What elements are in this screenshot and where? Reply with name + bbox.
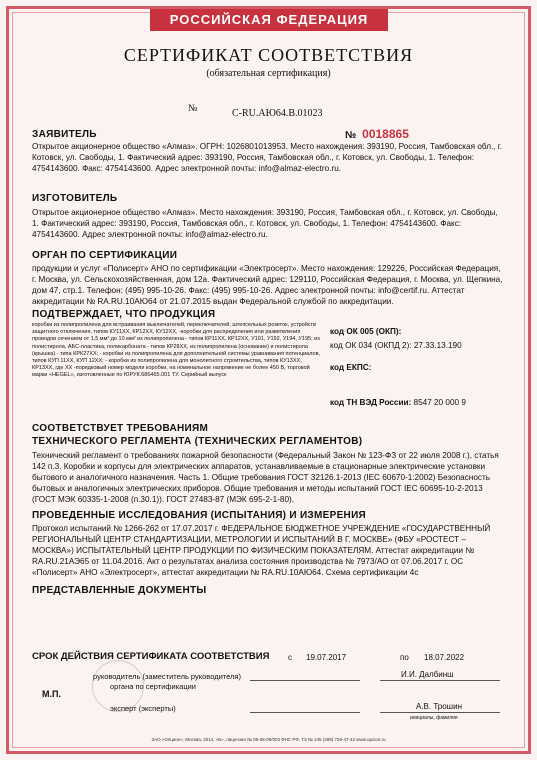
validity-label: СРОК ДЕЙСТВИЯ СЕРТИФИКАТА СООТВЕТСТВИЯ	[32, 651, 270, 662]
okp-label: код ОК 005 (ОКП):	[330, 327, 402, 336]
certificate-subtitle: (обязательная сертификация)	[206, 68, 331, 79]
tests-text: Протокол испытаний № 1266-262 от 17.07.2017 г. ФЕДЕРАЛЬНОЕ БЮДЖЕТНОЕ УЧРЕЖДЕНИЕ «ГОСУДАРСТВЕННЫЙ РЕГИОНАЛЬНЫЙ ЦЕНТР СТАНДАРТИЗАЦИИ, МЕТРОЛОГИИ И ИСПЫТАНИЙ В Г. МОСКВЕ» (ФБУ «РОСТЕСТ – МОСКВА») ИСПЫТАТЕЛЬНЫЙ ЦЕНТР ПРОДУКЦИИ ПО ФИЗИЧЕСКИМ ПОКАЗАТЕЛЯМ. Аттестат аккредитации № RA.RU.21АЭ65 от 11.04.2016. Акт о результатах анализа состояния производства № 7973/АО от 07.06.2017 г. ОС «Полисерт» АНО «Электросерт», аттестат аккредитации № RA.RU.10АЮ64. Схема сертификации 4с	[32, 524, 491, 577]
blank-number	[345, 127, 409, 141]
expert-name: А.В. Трошин	[416, 702, 462, 711]
ekps-code	[330, 363, 371, 372]
head-signature-line	[250, 680, 360, 681]
conformity-heading: СООТВЕТСТВУЕТ ТРЕБОВАНИЯМ	[32, 423, 209, 434]
initials-label: инициалы, фамилия	[410, 715, 458, 721]
certificate-title: СЕРТИФИКАТ СООТВЕТСТВИЯ	[123, 45, 414, 65]
conformity-subheading: ТЕХНИЧЕСКОГО РЕГЛАМЕНТА (ТЕХНИЧЕСКИХ РЕГЛАМЕНТОВ)	[32, 436, 363, 447]
cert-body-heading: ОРГАН ПО СЕРТИФИКАЦИИ	[32, 250, 178, 261]
head-signature-label-2: органа по сертификации	[110, 682, 197, 691]
okpd-value: 27.33.13.190	[413, 341, 462, 350]
cert-body-text: продукции и услуг «Полисерт» АНО по сертификации «Электросерт». Место нахождения: 129226, Российская Федерация, г. Москва, ул. Сельскохозяйственная, дом 12а. Фактический адрес: 129110, Российская Федерация, г. Москва, ул. Щепкина, дом 47, стр.1. Телефон: (495) 995-10-26. Факс: (495) 995-10-26. Адрес электронной почты: info@certif.ru. Аттестат аккредитации № RA.RU.10АЮ64 от 21.07.2015 выдан Федеральной службой по аккредитации.	[32, 264, 503, 306]
tn-code	[330, 398, 466, 407]
tests-heading: ПРОВЕДЕННЫЕ ИССЛЕДОВАНИЯ (ИСПЫТАНИЯ) И ИЗМЕРЕНИЯ	[32, 510, 367, 521]
country-banner: РОССИЙСКАЯ ФЕДЕРАЦИЯ	[150, 9, 388, 31]
validity-to-date: 18.07.2022	[424, 653, 465, 662]
documents-heading: ПРЕДСТАВЛЕННЫЕ ДОКУМЕНТЫ	[32, 585, 207, 596]
okpd-label: код ОК 034 (ОКПД 2):	[330, 341, 412, 350]
certificate-inner-border	[12, 12, 525, 748]
head-name: И.И. Далбинш	[401, 670, 454, 679]
blank-number-label: №	[345, 130, 357, 141]
conformity-text: Технический регламент о требованиях пожарной безопасности (Федеральный Закон № 123-ФЗ от 22 июля 2008 г.), статья 142 п.3. Коробки и корпусы для электрических аппаратов, устанавливаемые в стационарные электрические установки бытового и аналогичного назначения. Часть 1. Общие требования ГОСТ 32126.1-2013 (IEC 60670-1:2002) Безопасность бытовых и аналогичных электрических приборов. Общие требования и методы испытаний ГОСТ IEC 60695-10-2-2013 (ГОСТ МЭК 60335-1-2008 (п.30.1)). ГОСТ 27483-87 (МЭК 695-2-1-80).	[32, 451, 499, 504]
product-heading: ПОДТВЕРЖДАЕТ, ЧТО ПРОДУКЦИЯ	[32, 309, 216, 320]
product-text: коробки из полипропилена для встраивания выключателей, переключателей, штепсельных розеток, устройств защитного отключения, типов КУ11ХХ, КР12ХХ, КУ12ХХ, -коробки для распределения или разветвления проводов сечением от 1,5 мм² до 10 мм² из полипропилена - типов КР11ХХ, КР12ХХ, У191, У192, У194, У195; из полистирола, АБС-пластика, поликарбоната - типов КР28ХХ, из полипропилена (основание) и полистирола (крышка) - типа КРК27ХХ; - коробки из полипропилена для дополнительной системы уравнивания потенциалов, типов КУП 11ХХ, КУП 12ХХ; - коробки из полипропилена для монолитного строительства, типов КУ13ХХ, КР13ХХ, где ХХ -порядковый номер модели коробки, на номинальное напряжение не более 450 В, торговой марки «HEGEL», изготовленные по ЮРУК.686465.001 ТУ. Серийный выпуск	[32, 322, 321, 379]
registration-number: C-RU.АЮ64.В.01023	[232, 108, 323, 119]
ekps-label: код ЕКПС:	[330, 363, 372, 372]
registration-no-label: №	[188, 103, 198, 114]
blank-number-value: 0018865	[362, 127, 409, 141]
applicant-text: Открытое акционерное общество «Алмаз». ОГРН: 1026801013953. Место нахождения: 393190, Россия, Тамбовская обл., г. Котовск, ул. Свободы, 1. Фактический адрес: 393190, Россия, Тамбовская обл., г. Котовск, ул. Свободы, 1. Телефон: 4754143600. Факс: 4754143600. Адрес электронной почты: info@almaz-electro.ru.	[32, 142, 503, 173]
head-name-line	[380, 680, 500, 681]
validity-from-label: с	[288, 653, 292, 662]
validity-to-label: по	[400, 653, 409, 662]
tn-label: код ТН ВЭД России:	[330, 398, 412, 407]
expert-signature-line	[250, 712, 360, 713]
okp-code	[330, 327, 401, 336]
head-signature-label: руководитель (заместитель руководителя)	[93, 672, 241, 681]
printer-footer: ЗАО «Опцион», Москва, 2014, «Б», лицензия № 05-05-09/003 ФНС РФ, ТЗ № 145 (499) 726-47-42 www.opcion.ru	[151, 737, 386, 742]
okpd-code	[330, 341, 462, 350]
validity-from-date: 19.07.2017	[306, 653, 347, 662]
seal-place-label: М.П.	[42, 689, 61, 699]
manufacturer-text: Открытое акционерное общество «Алмаз». Место нахождения: 393190, Россия, Тамбовская обл., г. Котовск, ул. Свободы, 1. Фактический адрес: 393190, Россия, Тамбовская обл., г. Котовск, ул. Свободы, 1. Телефон: 4754143600. Факс: 4754143600. Адрес электронной почты: info@almaz-electro.ru.	[32, 208, 498, 239]
expert-name-line	[380, 712, 500, 713]
expert-signature-label: эксперт (эксперты)	[110, 704, 176, 713]
applicant-heading: ЗАЯВИТЕЛЬ	[32, 129, 97, 140]
manufacturer-heading: ИЗГОТОВИТЕЛЬ	[32, 193, 118, 204]
tn-value: 8547 20 000 9	[413, 398, 466, 407]
